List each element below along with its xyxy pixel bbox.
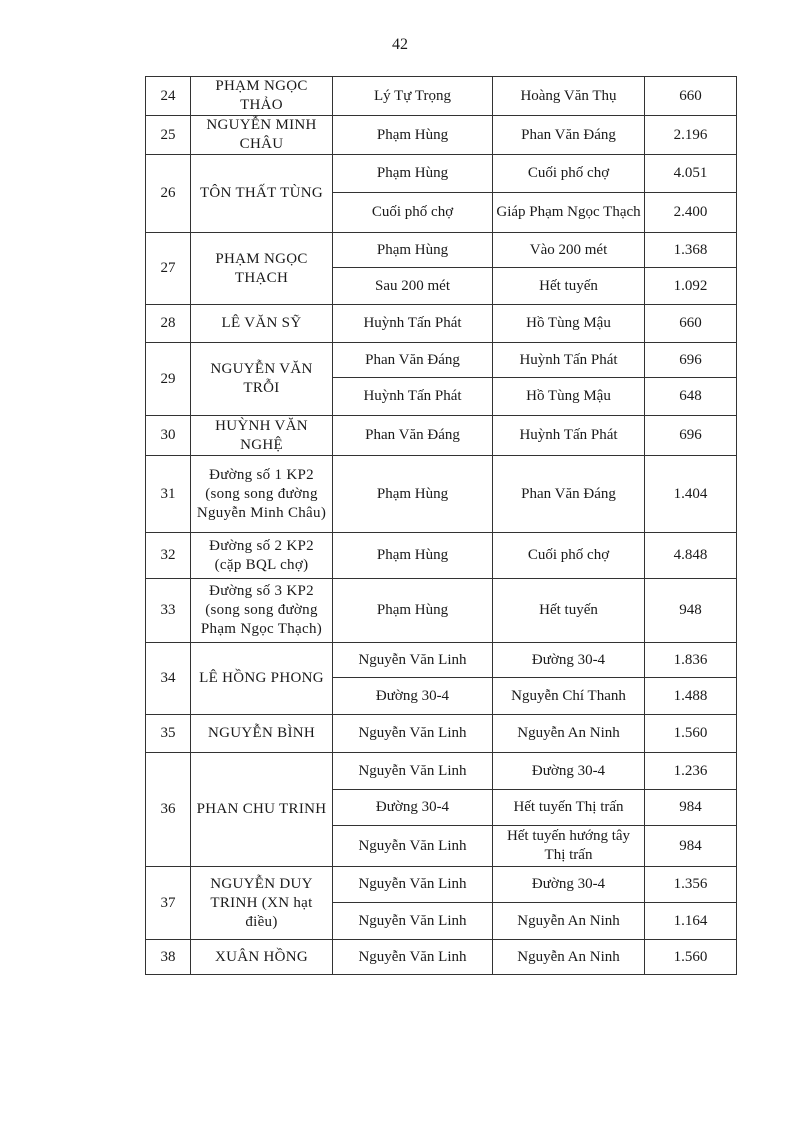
price-cell: 2.196 [645, 116, 737, 155]
segment-from-cell: Phạm Hùng [333, 116, 493, 155]
segment-from-cell: Nguyễn Văn Linh [333, 867, 493, 903]
segment-from-cell: Huỳnh Tấn Phát [333, 378, 493, 416]
street-name-cell: LÊ HỒNG PHONG [191, 643, 333, 715]
price-cell: 1.092 [645, 268, 737, 305]
price-cell: 660 [645, 77, 737, 116]
row-number-cell: 24 [146, 77, 191, 116]
price-cell: 1.236 [645, 753, 737, 790]
street-name-cell: Đường số 3 KP2 (song song đường Phạm Ngọc Thạch) [191, 579, 333, 643]
table-row [146, 456, 737, 533]
segment-from-cell: Phạm Hùng [333, 579, 493, 643]
price-cell: 1.560 [645, 940, 737, 975]
table-row [146, 715, 737, 753]
segment-to-cell: Giáp Phạm Ngọc Thạch [493, 193, 645, 233]
segment-from-cell: Phạm Hùng [333, 155, 493, 193]
street-name-cell: Đường số 1 KP2 (song song đường Nguyễn Minh Châu) [191, 456, 333, 533]
segment-from-cell: Huỳnh Tấn Phát [333, 305, 493, 343]
segment-from-cell: Đường 30-4 [333, 790, 493, 826]
row-number-cell: 33 [146, 579, 191, 643]
price-cell: 1.356 [645, 867, 737, 903]
segment-from-cell: Phạm Hùng [333, 456, 493, 533]
street-name-cell: PHẠM NGỌC THẢO [191, 77, 333, 116]
segment-from-cell: Nguyễn Văn Linh [333, 715, 493, 753]
price-cell: 696 [645, 343, 737, 378]
segment-to-cell: Nguyễn An Ninh [493, 715, 645, 753]
segment-from-cell: Đường 30-4 [333, 678, 493, 715]
table-row [146, 416, 737, 456]
street-name-cell: HUỲNH VĂN NGHỆ [191, 416, 333, 456]
row-number-cell: 28 [146, 305, 191, 343]
segment-to-cell: Huỳnh Tấn Phát [493, 343, 645, 378]
segment-from-cell: Phạm Hùng [333, 533, 493, 579]
segment-from-cell: Cuối phố chợ [333, 193, 493, 233]
row-number-cell: 29 [146, 343, 191, 416]
segment-to-cell: Phan Văn Đáng [493, 116, 645, 155]
row-number-cell: 38 [146, 940, 191, 975]
price-cell: 984 [645, 790, 737, 826]
segment-to-cell: Hết tuyến [493, 579, 645, 643]
segment-to-cell: Đường 30-4 [493, 643, 645, 678]
row-number-cell: 35 [146, 715, 191, 753]
price-cell: 1.404 [645, 456, 737, 533]
street-name-cell: NGUYỄN MINH CHÂU [191, 116, 333, 155]
price-cell: 660 [645, 305, 737, 343]
segment-to-cell: Nguyễn An Ninh [493, 940, 645, 975]
row-number-cell: 30 [146, 416, 191, 456]
segment-from-cell: Nguyễn Văn Linh [333, 753, 493, 790]
street-name-cell: XUÂN HỒNG [191, 940, 333, 975]
price-cell: 1.560 [645, 715, 737, 753]
price-cell: 1.836 [645, 643, 737, 678]
table-row [146, 305, 737, 343]
street-name-cell: Đường số 2 KP2 (cặp BQL chợ) [191, 533, 333, 579]
row-number-cell: 26 [146, 155, 191, 233]
street-name-cell: PHAN CHU TRINH [191, 753, 333, 867]
segment-from-cell: Nguyễn Văn Linh [333, 826, 493, 867]
segment-to-cell: Cuối phố chợ [493, 155, 645, 193]
segment-from-cell: Lý Tự Trọng [333, 77, 493, 116]
segment-to-cell: Nguyễn Chí Thanh [493, 678, 645, 715]
segment-to-cell: Hết tuyến [493, 268, 645, 305]
price-cell: 1.488 [645, 678, 737, 715]
row-number-cell: 25 [146, 116, 191, 155]
segment-from-cell: Nguyễn Văn Linh [333, 643, 493, 678]
segment-to-cell: Cuối phố chợ [493, 533, 645, 579]
page-number: 42 [392, 36, 408, 53]
segment-from-cell: Phan Văn Đáng [333, 416, 493, 456]
segment-to-cell: Hồ Tùng Mậu [493, 305, 645, 343]
street-name-cell: NGUYỄN VĂN TRỖI [191, 343, 333, 416]
row-number-cell: 27 [146, 233, 191, 305]
segment-to-cell: Hết tuyến Thị trấn [493, 790, 645, 826]
price-cell: 2.400 [645, 193, 737, 233]
price-cell: 4.051 [645, 155, 737, 193]
row-number-cell: 31 [146, 456, 191, 533]
segment-from-cell: Sau 200 mét [333, 268, 493, 305]
table-row [146, 533, 737, 579]
street-name-cell: TÔN THẤT TÙNG [191, 155, 333, 233]
row-number-cell: 37 [146, 867, 191, 940]
street-name-cell: NGUYỄN BÌNH [191, 715, 333, 753]
street-name-cell: LÊ VĂN SỸ [191, 305, 333, 343]
segment-from-cell: Phạm Hùng [333, 233, 493, 268]
segment-to-cell: Hồ Tùng Mậu [493, 378, 645, 416]
segment-to-cell: Hết tuyến hướng tây Thị trấn [493, 826, 645, 867]
price-cell: 984 [645, 826, 737, 867]
street-price-table [145, 76, 737, 975]
row-number-cell: 34 [146, 643, 191, 715]
segment-to-cell: Vào 200 mét [493, 233, 645, 268]
segment-to-cell: Hoàng Văn Thụ [493, 77, 645, 116]
segment-to-cell: Đường 30-4 [493, 867, 645, 903]
street-name-cell: PHẠM NGỌC THẠCH [191, 233, 333, 305]
street-name-cell: NGUYỄN DUY TRINH (XN hạt điều) [191, 867, 333, 940]
segment-to-cell: Huỳnh Tấn Phát [493, 416, 645, 456]
price-cell: 648 [645, 378, 737, 416]
segment-from-cell: Nguyễn Văn Linh [333, 903, 493, 940]
table-row [146, 77, 737, 116]
table-row [146, 155, 737, 193]
segment-to-cell: Đường 30-4 [493, 753, 645, 790]
segment-to-cell: Nguyễn An Ninh [493, 903, 645, 940]
table-row [146, 867, 737, 903]
segment-to-cell: Phan Văn Đáng [493, 456, 645, 533]
row-number-cell: 36 [146, 753, 191, 867]
segment-from-cell: Nguyễn Văn Linh [333, 940, 493, 975]
table-row [146, 753, 737, 790]
table-row [146, 233, 737, 268]
segment-from-cell: Phan Văn Đáng [333, 343, 493, 378]
table-body [146, 77, 737, 975]
price-cell: 696 [645, 416, 737, 456]
table-row [146, 116, 737, 155]
price-cell: 1.368 [645, 233, 737, 268]
price-cell: 4.848 [645, 533, 737, 579]
row-number-cell: 32 [146, 533, 191, 579]
price-cell: 1.164 [645, 903, 737, 940]
table-row [146, 343, 737, 378]
table-row [146, 579, 737, 643]
table-row [146, 643, 737, 678]
table-row [146, 940, 737, 975]
price-cell: 948 [645, 579, 737, 643]
